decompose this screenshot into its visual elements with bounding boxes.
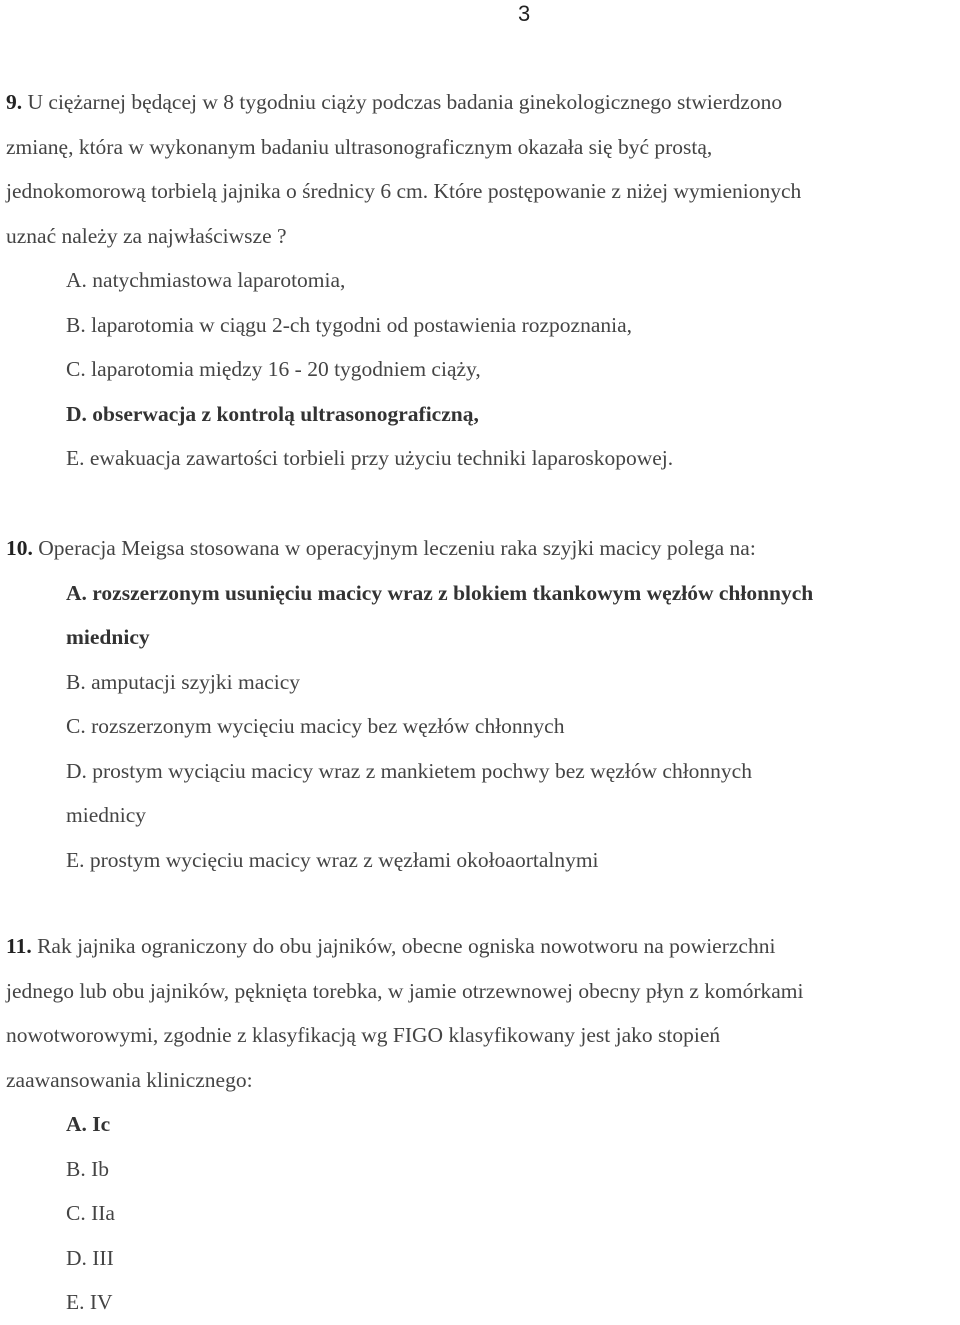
question-number: 11. xyxy=(6,934,32,958)
question-stem-line xyxy=(6,924,956,969)
question-number: 10. xyxy=(6,536,33,560)
question-stem-line: uznać należy za najwłaściwsze ? xyxy=(6,223,287,248)
answer-option-b: B. laparotomia w ciągu 2-ch tygodni od postawienia rozpoznania, xyxy=(66,312,633,337)
answer-option-b: B. amputacji szyjki macicy xyxy=(66,669,301,694)
question-text: Rak jajnika ograniczony do obu jajników, obecne ogniska nowotworu na powierzchni xyxy=(31,934,776,958)
question-stem-line: nowotworowymi, zgodnie z klasyfikacją wg FIGO klasyfikowany jest jako stopień xyxy=(6,1023,721,1047)
question-stem-line: jednokomorową torbielą jajnika o średnicy 6 cm. Które postępowanie z niżej wymienionych xyxy=(6,179,802,203)
answer-option-e: E. prostym wycięciu macicy wraz z węzłami okołoaortalnymi xyxy=(66,847,599,872)
question-stem-line: zaawansowania klinicznego: xyxy=(6,1067,253,1092)
question-number: 9. xyxy=(6,90,23,114)
answer-option-a: A. natychmiastowa laparotomia, xyxy=(66,268,346,292)
answer-option-d-continued: miednicy xyxy=(66,803,147,827)
question-stem-line xyxy=(6,80,956,125)
question-text: U ciężarnej będącej w 8 tygodniu ciąży podczas badania ginekologicznego stwierdzono xyxy=(22,90,783,114)
question-10 xyxy=(6,526,956,882)
answer-option-e: E. IV xyxy=(66,1290,113,1314)
answer-option-b: B. Ib xyxy=(66,1156,109,1181)
answer-option-a-correct-continued: miednicy xyxy=(66,625,150,649)
question-stem-line xyxy=(6,526,956,571)
question-stem-line: zmianę, która w wykonanym badaniu ultrasonograficznym okazała się być prostą, xyxy=(6,134,713,159)
question-text: Operacja Meigsa stosowana w operacyjnym leczeniu raka szyjki macicy polega na: xyxy=(32,536,756,560)
question-11 xyxy=(6,924,956,1325)
answer-option-d: D. III xyxy=(66,1245,114,1270)
question-9 xyxy=(6,80,956,481)
answer-option-a-correct: A. Ic xyxy=(66,1112,111,1136)
page-number: 3 xyxy=(518,1,531,26)
question-stem-line: jednego lub obu jajników, pęknięta torebka, w jamie otrzewnowej obecny płyn z komórkami xyxy=(6,978,804,1003)
answer-option-c: C. IIa xyxy=(66,1201,115,1225)
answer-option-d: D. prostym wyciąciu macicy wraz z mankietem pochwy bez węzłów chłonnych xyxy=(66,758,752,783)
answer-option-c: C. laparotomia między 16 - 20 tygodniem ciąży, xyxy=(66,357,481,381)
answer-option-a-correct: A. rozszerzonym usunięciu macicy wraz z blokiem tkankowym węzłów chłonnych xyxy=(66,580,814,605)
answer-option-e: E. ewakuacja zawartości torbieli przy użyciu techniki laparoskopowej. xyxy=(66,446,674,470)
answer-option-d-correct: D. obserwacja z kontrolą ultrasonograficzną, xyxy=(66,401,479,426)
answer-option-c: C. rozszerzonym wycięciu macicy bez węzłów chłonnych xyxy=(66,714,565,738)
